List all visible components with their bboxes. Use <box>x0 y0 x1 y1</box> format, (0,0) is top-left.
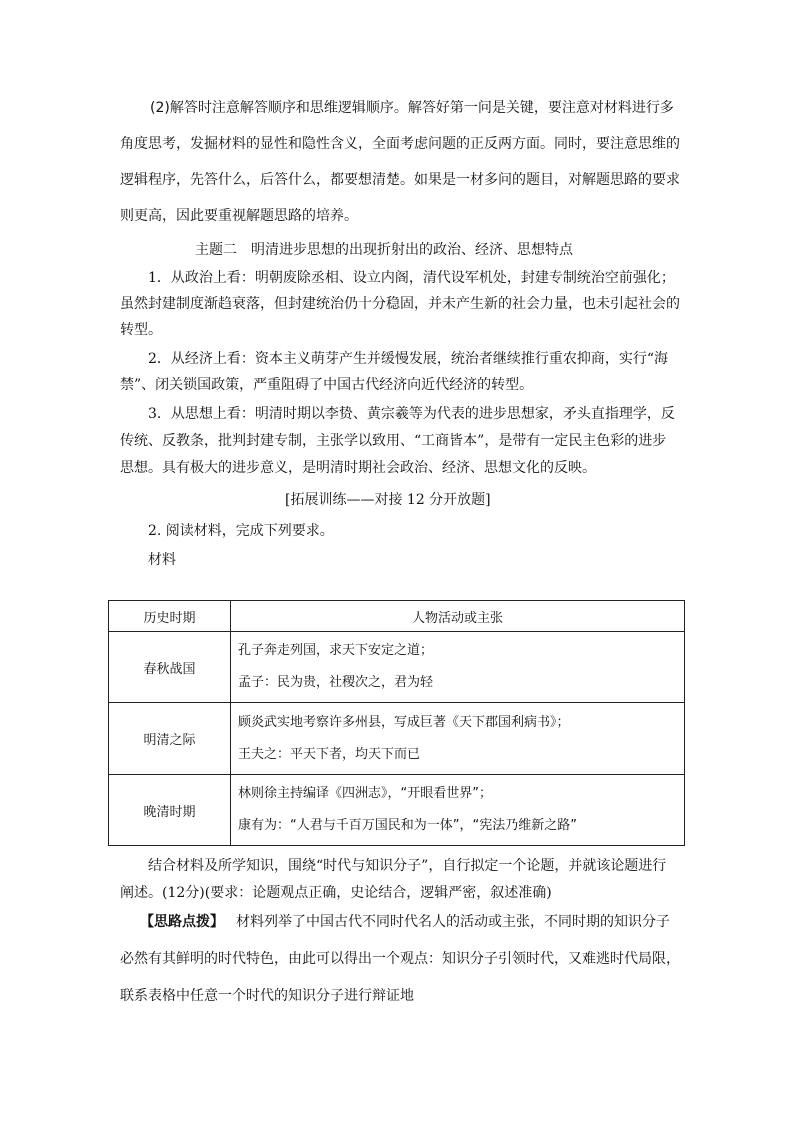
table-header-row <box>109 601 685 632</box>
question-text: 2. 阅读材料，完成下列要求。 <box>148 523 334 539</box>
paragraph-line: 则更高，因此要重视解题思路的培养。 <box>120 208 358 224</box>
requirement-line: 阐述。(12分)(要求：论题观点正确，史论结合，逻辑严密，叙述准确) <box>120 885 552 901</box>
theme-line: 3．从思想上看：明清时期以李贽、黄宗羲等为代表的进步思想家，矛头直指理学，反 <box>148 406 675 422</box>
theme-line: 虽然封建制度渐趋衰落，但封建统治仍十分稳固，并未产生新的社会力量，也未引起社会的 <box>120 296 680 312</box>
table-header-content: 人物活动或主张 <box>231 601 685 632</box>
paragraph-line: 逻辑程序，先答什么，后答什么，都要想清楚。如果是一材多问的题目，对解题思路的要求 <box>120 172 680 188</box>
content-line: 林则徐主持编译《四洲志》，“开眼看世界”； <box>238 786 492 801</box>
content-cell <box>231 703 685 775</box>
table-row <box>109 775 685 846</box>
hint-label: 【思路点拨】 <box>140 914 224 930</box>
paragraph-line: 角度思考，发掘材料的显性和隐性含义，全面考虑问题的正反两方面。同时，要注意思维的 <box>120 136 680 152</box>
table-header-period: 历史时期 <box>109 601 231 632</box>
theme-line: 禁”、闭关锁国政策，严重阻碍了中国古代经济向近代经济的转型。 <box>120 377 534 393</box>
table-row <box>109 632 685 703</box>
content-line: 孔子奔走列国，求天下安定之道； <box>238 643 434 658</box>
hint-line: 联系表格中任意一个时代的知识分子进行辩证地 <box>120 988 414 1004</box>
extension-heading: [拓展训练——对接 12 分开放题] <box>285 492 491 508</box>
theme-line: 转型。 <box>120 322 162 338</box>
content-line: 康有为：“人君与千百万国民和为一体”，“宪法乃维新之路” <box>238 818 577 833</box>
content-line: 王夫之：平天下者，均天下而已 <box>238 746 421 762</box>
material-label: 材料 <box>148 552 176 568</box>
theme-line: 1．从政治上看：明朝废除丞相、设立内阁，清代设军机处，封建专制统治空前强化； <box>148 270 675 286</box>
theme-line: 思想。具有极大的进步意义，是明清时期社会政治、经济、思想文化的反映。 <box>120 460 596 476</box>
hint-line: 必然有其鲜明的时代特色，由此可以得出一个观点：知识分子引领时代，又难逃时代局限， <box>120 951 680 967</box>
requirement-line: 结合材料及所学知识，围绕“时代与知识分子”，自行拟定一个论题，并就该论题进行 <box>148 858 667 874</box>
theme-heading: 主题二 明清进步思想的出现折射出的政治、经济、思想特点 <box>195 242 573 258</box>
content-cell <box>231 632 685 703</box>
content-line: 顾炎武实地考察许多州县，写成巨著《天下郡国利病书》； <box>238 714 570 730</box>
hint-line <box>140 914 670 930</box>
period-cell: 明清之际 <box>109 703 231 775</box>
content-cell <box>231 775 685 846</box>
theme-line: 2．从经济上看：资本主义萌芽产生并缓慢发展，统治者继续推行重农抑商，实行“海 <box>148 351 669 367</box>
hint-text: 材料列举了中国古代不同时代名人的活动或主张，不同时期的知识分子 <box>236 914 670 930</box>
period-cell: 春秋战国 <box>109 632 231 703</box>
period-cell: 晚清时期 <box>109 775 231 846</box>
paragraph-line: (2)解答时注意解答顺序和思维逻辑顺序。解答好第一问是关键，要注意对材料进行多 <box>150 100 674 116</box>
content-line: 孟子：民为贵，社稷次之，君为轻 <box>238 675 434 690</box>
table-row <box>109 703 685 775</box>
history-table <box>108 600 685 846</box>
theme-line: 传统、反教条，批判封建专制，主张学以致用、“工商皆本”，是带有一定民主色彩的进步 <box>120 433 667 449</box>
